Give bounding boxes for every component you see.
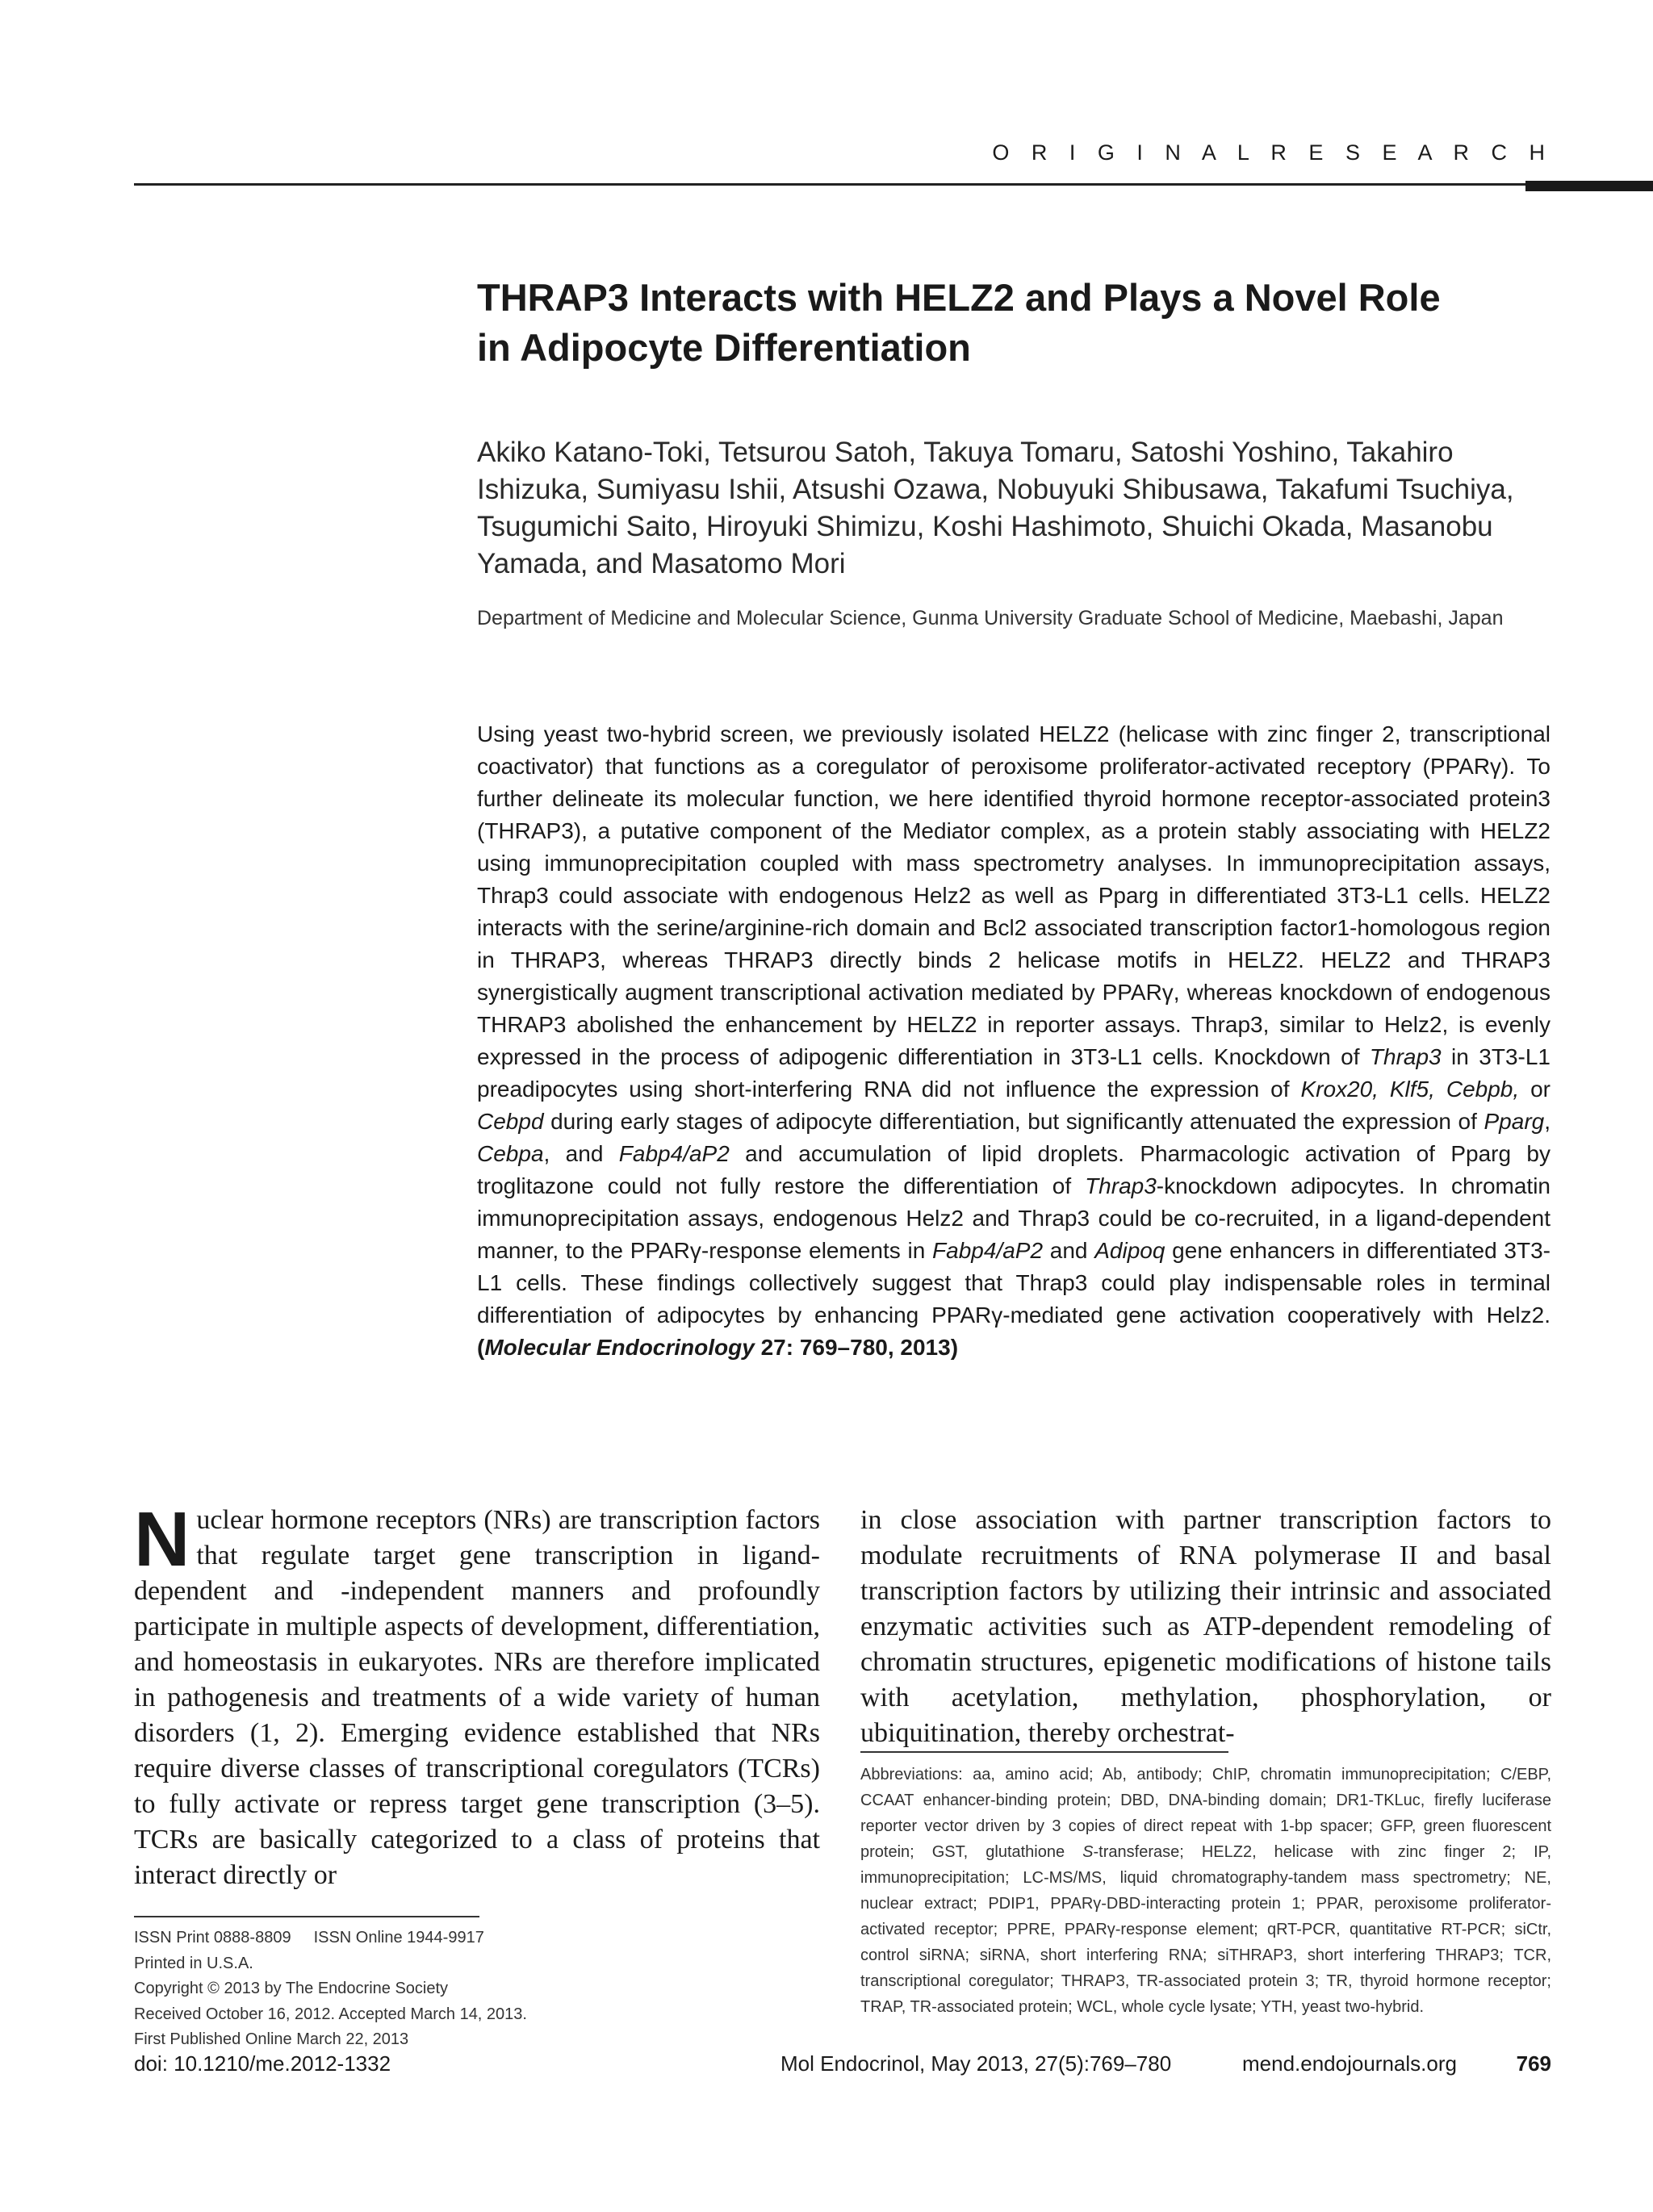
citation-details: 27: 769–780, 2013) [754,1335,959,1360]
gene-name: Thrap3 [1369,1044,1442,1069]
page-footer [134,2051,1551,2084]
gene-name: Cebpa [477,1141,544,1166]
abstract-text: , and [543,1141,619,1166]
gene-name: Fabp4/aP2 [618,1141,730,1166]
received-date: Received October 16, 2012. Accepted March 14, 2013. [134,2005,527,2023]
abstract-text: during early stages of adipocyte differentiation, but significantly attenuated the expression of [543,1109,1484,1134]
journal-website-link[interactable]: mend.endojournals.org [1242,2051,1457,2076]
header-rule [134,183,1653,186]
gene-name: Thrap3 [1085,1173,1157,1198]
abstract-text: -knockdown adipocytes. In chromatin immunoprecipitation assays, endogenous Helz2 and Thrap3 could be co-recruited, in a ligand-dependent manner, to the PPARγ-response elements in [477,1173,1550,1263]
footnote-rule [860,1751,1228,1753]
abstract-text: and accumulation of lipid droplets. Pharmacologic activation of Pparg by troglitazone could not fully restore the differentiation of [477,1141,1550,1198]
abbreviations-text: Abbreviations: aa, amino acid; Ab, antibody; ChIP, chromatin immunoprecipitation; C/EBP, CCAAT enhancer-binding protein; DBD, DNA-binding domain; DR1-TKLuc, firefly luciferase reporter vector driven by 3 copies of direct repeat with 1-bp spacer; GFP, green fluorescent protein; GST, glutathione [860,1766,1551,1861]
gene-name: Adipoq [1094,1238,1165,1263]
publication-info [134,1926,780,2053]
gene-name: Krox20, Klf5, Cebpb, [1300,1077,1520,1102]
title-line-1: THRAP3 Interacts with HELZ2 and Plays a Novel Role [477,276,1441,319]
abbreviations-italic: S [1082,1843,1094,1861]
abstract [477,718,1550,1364]
body-column-right: in close association with partner transcription factors to modulate recruitments of RNA polymerase II and basal transcription factors by utilizing their intrinsic and associated enzymatic activities such as ATP-dependent remodeling of chromatin structures, epigenetic modifications of histone tails with acetylation, methylation, phosphorylation, or ubiquitination, thereby orchestrat- [860,1505,1551,1748]
abstract-text: and [1043,1238,1095,1263]
doi-link[interactable]: doi: 10.1210/me.2012-1332 [134,2051,391,2076]
issn-print: ISSN Print 0888-8809 [134,1929,291,1946]
gene-name: Fabp4/aP2 [932,1238,1044,1263]
copyright: Copyright © 2013 by The Endocrine Society [134,1980,449,1997]
issn-online: ISSN Online 1944-9917 [313,1929,484,1946]
citation-journal: Molecular Endocrinology [484,1335,755,1360]
body-column-left [134,1496,820,1893]
abstract-text: gene enhancers in differentiated 3T3-L1 cells. These findings collectively suggest that Thrap3 could play indispensable roles in terminal differentiation of adipocytes by enhancing PPARγ-mediated gene activation cooperatively with Helz2. [477,1238,1550,1328]
journal-reference: Mol Endocrinol, May 2013, 27(5):769–780 [780,2051,1172,2076]
title-line-2: in Adipocyte Differentiation [477,326,971,369]
abbreviations-footnote [860,1762,1551,2020]
abstract-citation [477,1335,958,1360]
article-title [477,273,1559,373]
pubinfo-rule [134,1916,479,1917]
abstract-text: Using yeast two-hybrid screen, we previously isolated HELZ2 (helicase with zinc finger 2, transcriptional coactivator) that functions as a coregulator of peroxisome proliferator-activated receptorγ (PPARγ). To further delineate its molecular function, we here identified thyroid hormone receptor-associated protein3 (THRAP3), a putative component of the Mediator complex, as a protein stably associating with HELZ2 using immunoprecipitation coupled with mass spectrometry analyses. In immunoprecipitation assays, Thrap3 could associate with endogenous Helz2 as well as Pparg in differentiated 3T3-L1 cells. HELZ2 interacts with the serine/arginine-rich domain and Bcl2 associated transcription factor1-homologous region in THRAP3, whereas THRAP3 directly binds 2 helicase motifs in HELZ2. HELZ2 and THRAP3 synergistically augment transcriptional activation mediated by PPARγ, whereas knockdown of endogenous THRAP3 abolished the enhancement by HELZ2 in reporter assays. Thrap3, similar to Helz2, is evenly expressed in the process of adipogenic differentiation in 3T3-L1 cells. Knockdown of [477,721,1550,1069]
gene-name: Pparg [1484,1109,1545,1134]
body-text-left: uclear hormone receptors (NRs) are transcription factors that regulate target gene transcription in ligand-dependent and -independent manners and profoundly participate in multiple aspects of development, differentiation, and homeostasis in eukaryotes. NRs are therefore implicated in pathogenesis and treatments of a wide variety of human disorders (1, 2). Emerging evidence established that NRs require diverse classes of transcriptional coregulators (TCRs) to fully activate or repress target gene transcription (3–5). TCRs are basically categorized to a class of proteins that interact directly or [134,1505,820,1890]
section-label: O R I G I N A L R E S E A R C H [992,140,1553,165]
gene-name: Cebpd [477,1109,544,1134]
abstract-text: , [1544,1109,1550,1134]
page-number: 769 [1516,2051,1551,2076]
published-date: First Published Online March 22, 2013 [134,2030,409,2048]
abbreviations-text: -transferase; HELZ2, helicase with zinc finger 2; IP, immunoprecipitation; LC-MS/MS, liquid chromatography-tandem mass spectrometry; NE, nuclear extract; PDIP1, PPARγ-DBD-interacting protein 1; PPAR, peroxisome proliferator-activated receptor; PPRE, PPARγ-response element; qRT-PCR, quantitative RT-PCR; siCtr, control siRNA; siRNA, short interfering RNA; siTHRAP3, short interfering THRAP3; TCR, transcriptional coregulator; THRAP3, TR-associated protein 3; TR, thyroid hormone receptor; TRAP, TR-associated protein; WCL, whole cycle lysate; YTH, yeast two-hybrid. [860,1843,1551,2016]
author-list: Akiko Katano-Toki, Tetsurou Satoh, Takuya Tomaru, Satoshi Yoshino, Takahiro Ishizuka, Sumiyasu Ishii, Atsushi Ozawa, Nobuyuki Shibusawa, Takafumi Tsuchiya, Tsugumichi Saito, Hiroyuki Shimizu, Koshi Hashimoto, Shuichi Okada, Masanobu Yamada, and Masatomo Mori [477,437,1514,579]
issn-line [134,1926,780,1951]
abstract-text: or [1519,1077,1550,1102]
abstract-text: in 3T3-L1 preadipocytes using short-interfering RNA did not influence the expression of [477,1044,1550,1102]
affiliation: Department of Medicine and Molecular Science, Gunma University Graduate School of Medicine, Maebashi, Japan [477,607,1504,629]
header-rule-accent [1525,181,1653,191]
drop-cap: N [134,1496,190,1583]
printed-in: Printed in U.S.A. [134,1954,253,1972]
citation-open: ( [477,1335,485,1360]
